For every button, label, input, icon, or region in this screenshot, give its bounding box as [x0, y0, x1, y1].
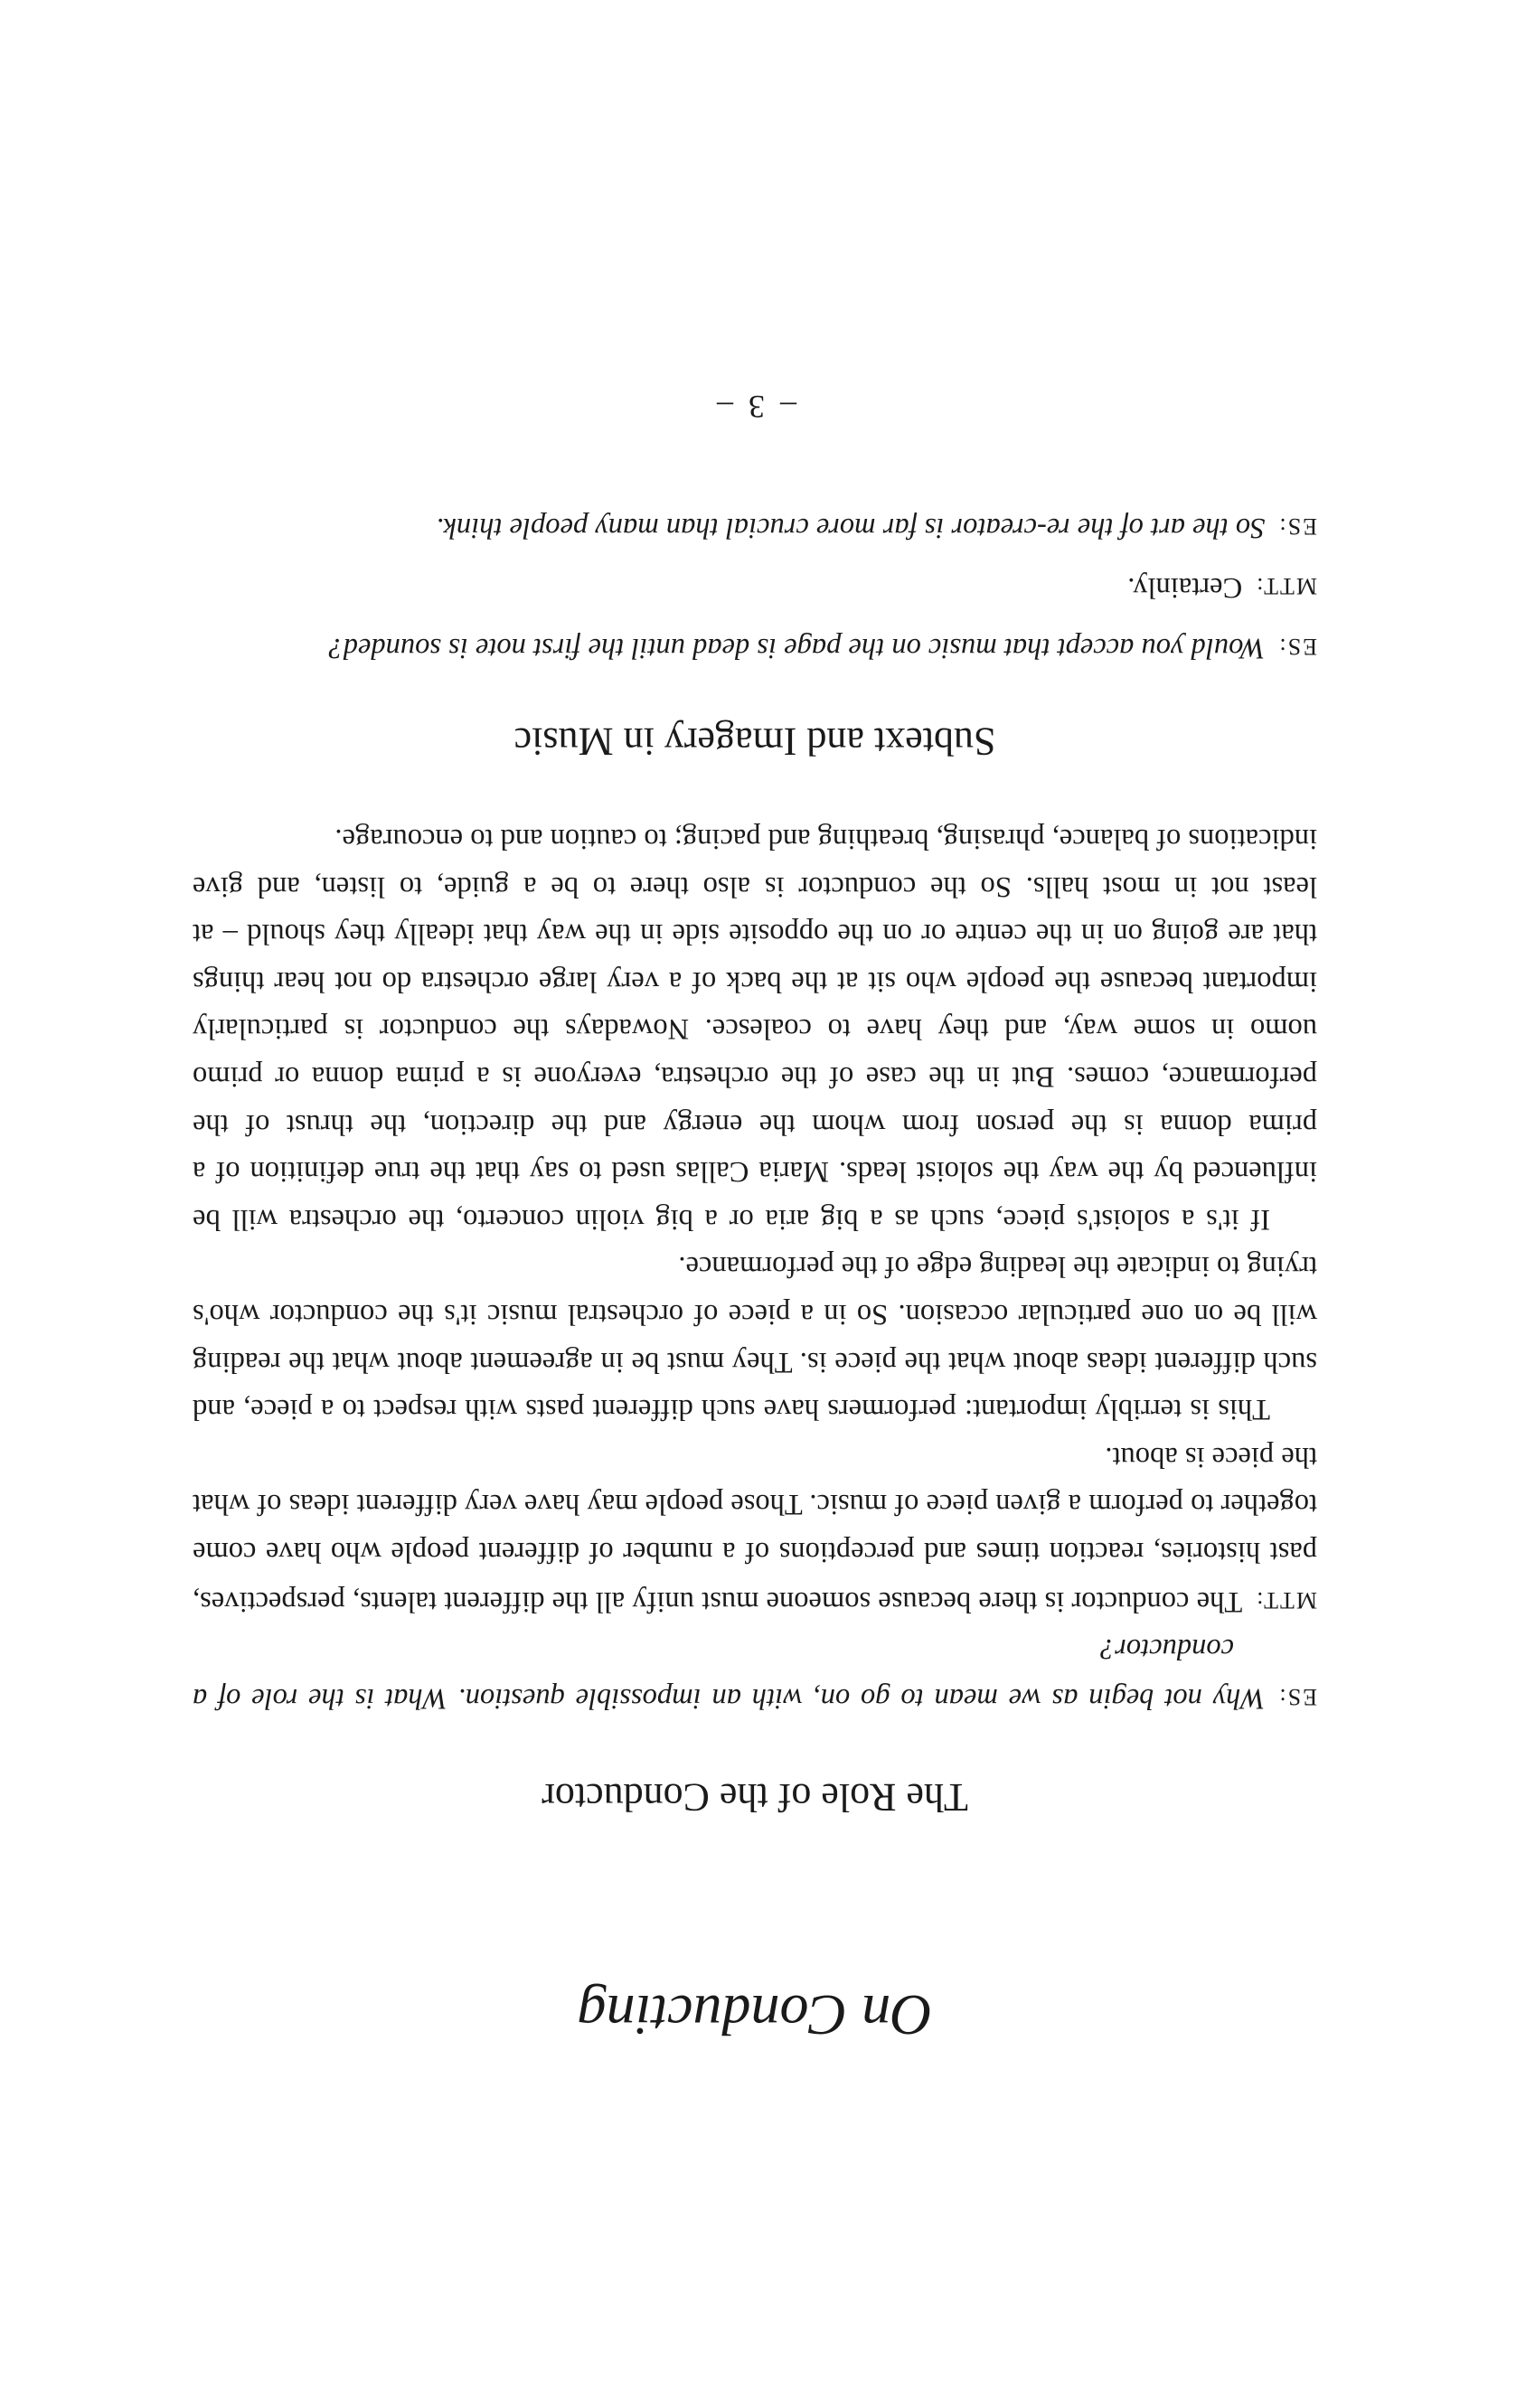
chapter-title: On Conducting [577, 1983, 933, 2047]
question-text: Would you accept that music on the page is dead until the first note is sounded? [328, 631, 1266, 664]
speaker-label: MTT: [1255, 573, 1317, 600]
interview-answer-1 [193, 1433, 1317, 1624]
interview-question-1 [193, 1625, 1317, 1722]
page-number: – 3 – [713, 388, 796, 425]
question-text: Why not begin as we mean to go on, with an impossible question. What is the role of a conductor? [193, 1632, 1266, 1715]
section-heading-role-of-conductor: The Role of the Conductor [542, 1774, 968, 1820]
interview-question-2 [193, 622, 1317, 672]
section-heading-subtext-imagery: Subtext and Imagery in Music [513, 719, 996, 764]
answer-paragraph-3: If it's a soloist's piece, such as a big aria or a big violin concerto, the orchestra will be influenced by the way the soloist leads. Maria Callas used to say that the true definition of a prima donna is the person from whom the energy and the direction, the thrust of the performance, comes. But in the case of the orchestra, everyone is a prima donna or primo uomo in some way, and they have to coalesce. Nowadays the conductor is particularly important because the people who sit at the back of a very large orchestra do not hear things that are going on in the centre or on the opposite side in the way that ideally they should – at least not in most halls. So the conductor is also there to be a guide, to listen, and give indications of balance, phrasing, breathing and pacing; to caution and to encourage. [193, 823, 1317, 1236]
page-content [193, 388, 1317, 2046]
speaker-label: MTT: [1255, 1586, 1317, 1613]
speaker-label: ES: [1277, 633, 1317, 660]
question-text: So the art of the re-creator is far more crucial than many people think. [436, 511, 1266, 544]
speaker-label: ES: [1277, 1683, 1317, 1710]
speaker-label: ES: [1277, 513, 1317, 540]
interview-answer-2 [193, 562, 1317, 612]
answer-text: Certainly. [1127, 571, 1243, 605]
answer-paragraph-2: This is terribly important: performers have such different pasts with respect to a piece, and such different ideas about what the piece is. They must be in agreement about what the reading will be on one particular occasion. So in a piece of orchestral music it's the conductor who's trying to indicate the leading edge of the performance. [193, 1250, 1317, 1426]
answer-text: The conductor is there because someone must unify all the different talents, perspectives, past histories, reaction times and perceptions of a number of different people who have come together to perform a given piece of music. Those people may have very different ideas of what the piece is about. [193, 1440, 1317, 1618]
interview-question-3 [193, 502, 1317, 551]
